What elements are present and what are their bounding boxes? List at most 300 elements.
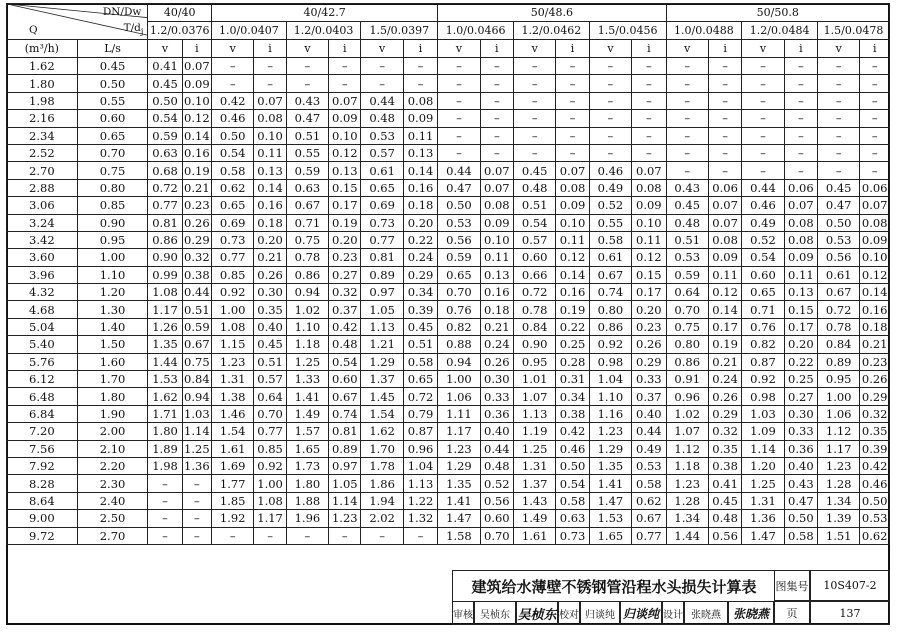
velocity-cell: 0.86	[666, 353, 708, 370]
head-loss-cell: 0.62	[861, 528, 888, 543]
head-loss-cell: 0.07	[329, 92, 361, 109]
head-loss-cell: 0.67	[184, 337, 210, 352]
head-loss-cell: 1.08	[254, 492, 286, 509]
velocity-cell: 1.77	[212, 475, 254, 492]
velocity-cell: 0.48	[666, 214, 708, 231]
flow-m3h-cell: 2.16	[7, 110, 78, 127]
velocity-header: v	[286, 40, 328, 58]
velocity-cell: –	[666, 110, 708, 127]
head-loss-cell: 0.30	[480, 371, 513, 388]
velocity-cell: 0.99	[148, 266, 182, 283]
velocity-cell: 1.29	[589, 440, 631, 457]
velocity-cell: 1.45	[361, 388, 403, 405]
velocity-cell: 0.60	[513, 249, 555, 266]
head-loss-cell: –	[480, 144, 513, 161]
velocity-cell: 0.88	[438, 336, 480, 353]
velocity-cell: 1.15	[212, 336, 254, 353]
table-row	[7, 405, 890, 422]
head-loss-cell: –	[708, 75, 741, 92]
flow-ls-cell: 0.70	[77, 144, 148, 161]
head-loss-cell: 0.21	[708, 353, 741, 370]
velocity-cell: –	[589, 92, 631, 109]
head-loss-cell: 0.81	[329, 423, 361, 440]
head-loss-cell: 0.09	[708, 249, 741, 266]
head-loss-cell: 0.11	[632, 231, 666, 248]
velocity-cell: –	[742, 92, 784, 109]
head-loss-cell: 0.11	[254, 144, 286, 161]
table-row	[7, 318, 890, 335]
head-loss-cell: –	[182, 492, 211, 509]
velocity-cell: 1.29	[438, 457, 480, 474]
velocity-cell: 0.46	[212, 110, 254, 127]
velocity-cell: 1.25	[513, 440, 555, 457]
head-loss-cell: 0.53	[632, 457, 666, 474]
head-loss-cell: 0.32	[861, 407, 888, 421]
head-loss-cell: 0.23	[184, 198, 210, 213]
head-loss-cell: 0.50	[861, 493, 888, 508]
velocity-cell: –	[589, 75, 631, 92]
head-loss-cell: 0.29	[184, 233, 210, 248]
head-loss-cell: 0.39	[861, 441, 888, 456]
velocity-cell: 0.89	[818, 353, 860, 370]
head-loss-cell: 0.10	[254, 127, 286, 144]
head-loss-cell: 0.38	[708, 457, 741, 474]
velocity-cell: –	[818, 110, 860, 127]
head-loss-cell: 0.41	[708, 475, 741, 492]
head-loss-cell: 0.23	[329, 249, 361, 266]
velocity-cell: 0.53	[361, 127, 403, 144]
velocity-cell: 1.54	[212, 423, 254, 440]
head-loss-cell: –	[860, 144, 890, 161]
velocity-cell: 1.47	[438, 510, 480, 527]
velocity-cell: 0.56	[438, 231, 480, 248]
velocity-cell: 1.04	[589, 371, 631, 388]
head-loss-cell: 0.07	[784, 197, 817, 214]
velocity-cell: 1.61	[212, 440, 254, 457]
head-loss-cell: 0.92	[254, 457, 286, 474]
head-loss-cell: 0.67	[329, 388, 361, 405]
head-loss-cell: 0.10	[184, 93, 210, 108]
head-loss-cell: –	[784, 75, 817, 92]
velocity-cell: –	[286, 527, 328, 544]
velocity-cell: 0.92	[212, 284, 254, 301]
page-label: 页	[774, 601, 810, 625]
velocity-cell: 0.73	[361, 214, 403, 231]
flow-m3h-cell: 6.12	[7, 371, 78, 388]
head-loss-cell: 0.14	[254, 179, 286, 196]
velocity-cell: 1.01	[513, 371, 555, 388]
velocity-cell: 1.41	[589, 475, 631, 492]
head-loss-cell: 0.37	[632, 388, 666, 405]
velocity-cell: 0.95	[818, 371, 860, 388]
table-title: 建筑给水薄壁不锈钢管沿程水头损失计算表	[452, 570, 775, 602]
group-header-50-50-8: 50/50.8	[666, 4, 889, 22]
head-loss-cell: 0.27	[329, 266, 361, 283]
head-loss-header: i	[403, 40, 437, 58]
head-loss-cell: 0.51	[184, 302, 210, 317]
head-loss-cell: 1.17	[254, 510, 286, 527]
velocity-cell: 0.58	[212, 162, 254, 179]
velocity-cell: –	[818, 92, 860, 109]
velocity-cell: 2.02	[361, 510, 403, 527]
velocity-cell: 1.25	[742, 475, 784, 492]
designer-signature: 张晓燕	[728, 601, 774, 625]
velocity-cell: –	[666, 58, 708, 75]
velocity-cell: 0.45	[818, 179, 860, 196]
table-row	[7, 527, 890, 544]
head-loss-cell: 0.18	[254, 214, 286, 231]
velocity-cell: 1.80	[148, 423, 182, 440]
head-loss-cell: –	[403, 527, 437, 544]
velocity-cell: 1.49	[286, 405, 328, 422]
head-loss-cell: 0.56	[480, 492, 513, 509]
check-label: 校对	[558, 601, 580, 625]
velocity-cell: 1.94	[361, 492, 403, 509]
flow-m3h-cell: 2.52	[7, 144, 78, 161]
velocity-cell: 0.44	[742, 179, 784, 196]
flow-m3h-cell: 2.34	[7, 127, 78, 144]
head-loss-cell: –	[784, 162, 817, 179]
head-loss-cell: 0.47	[784, 492, 817, 509]
ratio-header: 1.2/0.0403	[286, 22, 361, 40]
title-block	[452, 570, 890, 625]
head-loss-cell: 1.23	[329, 510, 361, 527]
head-loss-cell: 0.24	[403, 249, 437, 266]
velocity-cell: 1.10	[589, 388, 631, 405]
head-loss-cell: –	[329, 527, 361, 544]
head-loss-cell: 0.44	[632, 423, 666, 440]
head-loss-header: i	[182, 40, 211, 58]
atlas-label: 图集号	[774, 570, 810, 601]
table-row	[7, 423, 890, 440]
velocity-cell: 0.57	[361, 144, 403, 161]
head-loss-cell: –	[708, 110, 741, 127]
velocity-cell: –	[666, 92, 708, 109]
velocity-cell: –	[818, 75, 860, 92]
head-loss-cell: –	[784, 58, 817, 75]
flow-ls-cell: 0.50	[77, 75, 148, 92]
velocity-cell: 0.80	[589, 301, 631, 318]
velocity-cell: 1.26	[148, 318, 182, 335]
head-loss-cell: 0.25	[784, 371, 817, 388]
velocity-cell: –	[818, 127, 860, 144]
velocity-cell: 0.49	[589, 179, 631, 196]
head-loss-cell: 0.33	[632, 371, 666, 388]
velocity-cell: 0.48	[513, 179, 555, 196]
velocity-cell: –	[438, 58, 480, 75]
velocity-cell: 0.95	[513, 353, 555, 370]
head-loss-cell: 0.96	[403, 440, 437, 457]
velocity-cell: 0.57	[513, 231, 555, 248]
flow-ls-cell: 0.75	[77, 162, 148, 179]
head-loss-cell: 1.04	[403, 457, 437, 474]
velocity-cell: 0.50	[212, 127, 254, 144]
velocity-header: v	[148, 40, 182, 58]
head-loss-cell: 0.11	[403, 127, 437, 144]
velocity-cell: 0.84	[818, 336, 860, 353]
velocity-cell: –	[666, 162, 708, 179]
head-loss-cell: 0.21	[184, 180, 210, 195]
velocity-cell: 1.23	[666, 475, 708, 492]
flow-m3h-cell: 1.80	[7, 75, 78, 92]
velocity-cell: 0.48	[361, 110, 403, 127]
head-loss-cell: –	[860, 75, 890, 92]
head-loss-cell: 0.40	[480, 423, 513, 440]
velocity-header: v	[742, 40, 784, 58]
velocity-cell: 0.76	[438, 301, 480, 318]
flow-ls-cell: 0.90	[77, 214, 148, 231]
head-loss-cell: 0.06	[708, 179, 741, 196]
velocity-cell: 0.75	[286, 231, 328, 248]
head-loss-cell: 0.18	[403, 197, 437, 214]
velocity-cell: 1.34	[666, 510, 708, 527]
head-loss-cell: 0.13	[329, 162, 361, 179]
head-loss-cell: –	[860, 58, 890, 75]
head-loss-cell: 0.31	[556, 371, 589, 388]
head-loss-cell: 0.72	[403, 388, 437, 405]
velocity-cell: 0.97	[361, 284, 403, 301]
velocity-cell: 0.65	[212, 197, 254, 214]
velocity-cell: 1.88	[286, 492, 328, 509]
velocity-cell: 1.23	[589, 423, 631, 440]
velocity-cell: –	[212, 75, 254, 92]
head-loss-cell: 0.23	[632, 318, 666, 335]
head-loss-cell: 0.42	[861, 459, 888, 474]
head-loss-cell: 0.13	[480, 266, 513, 283]
head-loss-cell: 0.21	[254, 249, 286, 266]
velocity-cell: 0.69	[361, 197, 403, 214]
velocity-cell: –	[742, 110, 784, 127]
head-loss-cell: 0.10	[329, 127, 361, 144]
velocity-cell: 1.21	[361, 336, 403, 353]
velocity-cell: 0.54	[742, 249, 784, 266]
head-loss-cell: 0.45	[708, 492, 741, 509]
velocity-cell: –	[818, 162, 860, 179]
velocity-cell: 1.44	[666, 527, 708, 544]
head-loss-cell: 0.26	[254, 266, 286, 283]
head-loss-cell: 0.21	[480, 318, 513, 335]
velocity-cell: 1.09	[742, 423, 784, 440]
head-loss-header: i	[708, 40, 741, 58]
flow-ls-cell: 2.70	[77, 527, 148, 544]
head-loss-cell: 0.56	[708, 527, 741, 544]
velocity-cell: 0.87	[742, 353, 784, 370]
table-row	[7, 492, 890, 509]
head-loss-cell: 0.45	[403, 318, 437, 335]
velocity-cell: 0.81	[361, 249, 403, 266]
velocity-cell: 1.65	[286, 440, 328, 457]
velocity-cell: 1.00	[212, 301, 254, 318]
velocity-cell: 0.72	[148, 179, 182, 196]
head-loss-cell: 0.22	[784, 353, 817, 370]
velocity-cell: 1.47	[742, 527, 784, 544]
head-loss-cell: 0.35	[861, 424, 888, 439]
velocity-cell: 1.23	[438, 440, 480, 457]
head-loss-cell: 0.36	[480, 405, 513, 422]
head-loss-cell: 0.33	[784, 423, 817, 440]
q-unit-ls: L/s	[77, 40, 148, 58]
head-loss-cell: 1.03	[184, 407, 210, 421]
head-loss-cell: 0.08	[480, 197, 513, 214]
head-loss-cell: 0.46	[556, 440, 589, 457]
velocity-cell: 0.92	[742, 371, 784, 388]
flow-m3h-cell: 8.64	[7, 492, 78, 509]
table-row	[7, 144, 890, 161]
head-loss-cell: 0.20	[403, 214, 437, 231]
flow-m3h-cell: 3.24	[7, 214, 78, 231]
head-loss-cell: 1.14	[329, 492, 361, 509]
flow-ls-cell: 2.20	[77, 457, 148, 474]
velocity-cell: 0.58	[589, 231, 631, 248]
head-loss-cell: 0.09	[784, 249, 817, 266]
velocity-cell: 1.05	[361, 301, 403, 318]
head-loss-cell: 0.11	[480, 249, 513, 266]
ratio-header: 1.2/0.0484	[742, 22, 818, 40]
velocity-cell: 1.19	[513, 423, 555, 440]
head-loss-cell: 0.19	[329, 214, 361, 231]
velocity-cell: 1.80	[286, 475, 328, 492]
head-loss-cell: –	[403, 58, 437, 75]
head-loss-cell: 1.05	[329, 475, 361, 492]
velocity-cell: 1.35	[438, 475, 480, 492]
velocity-cell: 0.54	[513, 214, 555, 231]
velocity-cell: 1.16	[589, 405, 631, 422]
velocity-cell: 1.46	[212, 405, 254, 422]
head-loss-cell: 0.77	[632, 527, 666, 544]
head-loss-cell: 0.51	[403, 336, 437, 353]
velocity-cell: 0.86	[589, 318, 631, 335]
flow-ls-cell: 0.85	[77, 197, 148, 214]
flow-m3h-cell: 3.60	[7, 249, 78, 266]
head-loss-cell: 0.20	[254, 231, 286, 248]
head-loss-cell: –	[254, 58, 286, 75]
velocity-cell: –	[212, 58, 254, 75]
flow-m3h-cell: 5.76	[7, 353, 78, 370]
velocity-cell: 1.17	[148, 301, 182, 318]
head-loss-cell: 0.07	[708, 197, 741, 214]
velocity-cell: 1.39	[818, 510, 860, 527]
head-loss-cell: 1.25	[184, 441, 210, 456]
velocity-cell: 1.70	[361, 440, 403, 457]
flow-ls-cell: 1.00	[77, 249, 148, 266]
head-loss-cell: 0.12	[329, 144, 361, 161]
head-loss-cell: –	[632, 127, 666, 144]
table-row	[7, 336, 890, 353]
head-loss-cell: 0.08	[784, 231, 817, 248]
head-loss-cell: 0.38	[184, 267, 210, 282]
head-loss-cell: 0.26	[632, 336, 666, 353]
velocity-cell: 1.54	[361, 405, 403, 422]
head-loss-cell: 0.10	[556, 214, 589, 231]
velocity-cell: 0.61	[361, 162, 403, 179]
head-loss-cell: 0.27	[784, 388, 817, 405]
review-label: 审核	[452, 601, 474, 625]
head-loss-cell: –	[784, 144, 817, 161]
head-loss-cell: 0.07	[480, 162, 513, 179]
head-loss-cell: 0.64	[254, 388, 286, 405]
velocity-cell: 1.78	[361, 457, 403, 474]
velocity-cell: 0.63	[148, 144, 182, 161]
head-loss-cell: –	[632, 92, 666, 109]
head-loss-cell: 1.14	[184, 424, 210, 439]
head-loss-cell: –	[556, 110, 589, 127]
velocity-cell: 0.61	[589, 249, 631, 266]
head-loss-cell: 0.34	[403, 284, 437, 301]
head-loss-cell: 0.29	[632, 353, 666, 370]
velocity-cell: 1.06	[438, 388, 480, 405]
velocity-header: v	[589, 40, 631, 58]
head-loss-cell: 0.42	[329, 318, 361, 335]
velocity-cell: 0.67	[589, 266, 631, 283]
table-row	[7, 197, 890, 214]
velocity-cell: 1.36	[742, 510, 784, 527]
head-loss-cell: –	[556, 92, 589, 109]
head-loss-cell: 0.09	[632, 197, 666, 214]
flow-m3h-cell: 6.84	[7, 405, 78, 422]
table-row	[7, 457, 890, 474]
head-loss-cell: 0.09	[861, 233, 888, 248]
head-loss-cell: –	[632, 144, 666, 161]
head-loss-cell: 0.59	[184, 320, 210, 335]
velocity-cell: 1.20	[742, 457, 784, 474]
flow-m3h-cell: 5.40	[7, 336, 78, 353]
head-loss-cell: –	[784, 127, 817, 144]
table-row	[7, 110, 890, 127]
velocity-cell: –	[742, 162, 784, 179]
head-loss-cell: 0.30	[254, 284, 286, 301]
head-loss-cell: 0.10	[632, 214, 666, 231]
flow-ls-cell: 1.20	[77, 284, 148, 301]
page-number: 137	[810, 601, 890, 625]
head-loss-cell: 0.13	[403, 144, 437, 161]
velocity-cell: 0.78	[818, 318, 860, 335]
head-loss-cell: 0.32	[708, 423, 741, 440]
velocity-cell: –	[286, 58, 328, 75]
velocity-cell: 0.45	[148, 75, 182, 92]
head-loss-cell: 0.77	[254, 423, 286, 440]
velocity-cell: 0.77	[361, 231, 403, 248]
velocity-cell: 0.89	[361, 266, 403, 283]
velocity-cell: 1.08	[212, 318, 254, 335]
head-loss-cell: 0.16	[254, 197, 286, 214]
velocity-cell: 0.52	[589, 197, 631, 214]
velocity-cell: 0.54	[212, 144, 254, 161]
velocity-cell: 0.86	[148, 231, 182, 248]
head-loss-cell: 0.17	[708, 318, 741, 335]
head-loss-cell: 1.00	[254, 475, 286, 492]
velocity-cell: –	[513, 110, 555, 127]
head-loss-header: i	[784, 40, 817, 58]
velocity-cell: 1.28	[818, 475, 860, 492]
velocity-cell: –	[513, 58, 555, 75]
velocity-cell: 1.38	[212, 388, 254, 405]
checker-signature: 归谈纯	[620, 601, 662, 625]
head-loss-cell: 1.36	[184, 459, 210, 474]
head-loss-cell: –	[182, 527, 211, 544]
velocity-cell: 1.35	[589, 457, 631, 474]
velocity-cell: 1.43	[513, 492, 555, 509]
flow-ls-cell: 1.40	[77, 318, 148, 335]
head-loss-cell: 0.07	[480, 179, 513, 196]
velocity-cell: 1.62	[361, 423, 403, 440]
head-loss-cell: 0.63	[556, 510, 589, 527]
head-loss-cell: 0.07	[254, 92, 286, 109]
head-loss-cell: –	[556, 75, 589, 92]
head-loss-cell: 0.43	[784, 475, 817, 492]
head-loss-cell: 0.16	[861, 302, 888, 317]
head-loss-cell: –	[860, 110, 890, 127]
head-loss-cell: 0.17	[632, 284, 666, 301]
